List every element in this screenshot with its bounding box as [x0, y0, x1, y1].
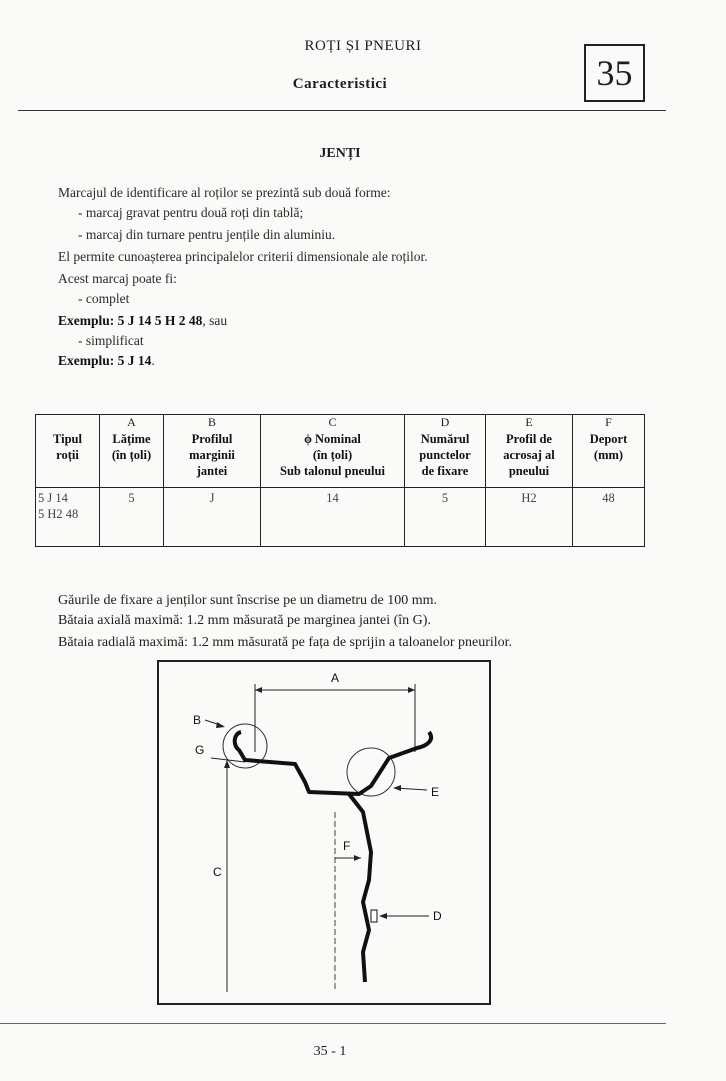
header-text: acrosaj al — [503, 448, 555, 462]
arrow-icon — [216, 722, 225, 728]
cell-hump-profile: H2 — [486, 488, 573, 547]
example-1-label: Exemplu: 5 J 14 5 H 2 48 — [58, 313, 203, 328]
header-profile — [164, 429, 261, 488]
header-text: Tipul — [53, 432, 82, 446]
header-type — [36, 429, 100, 488]
table-letter-row — [36, 415, 645, 430]
letter-cell — [36, 415, 100, 430]
example-1 — [58, 312, 227, 329]
header-text: Profil de — [506, 432, 552, 446]
section-title: JENȚI — [319, 146, 361, 161]
header-text: Sub talonul pneului — [280, 464, 385, 478]
label-g: G — [195, 743, 205, 757]
header-text: de fixare — [421, 464, 469, 478]
header-text: punctelor — [419, 448, 471, 462]
header-fixing-points — [405, 429, 486, 488]
rim-spec-table — [35, 414, 645, 547]
intro-line-6: - complet — [78, 291, 130, 306]
letter-cell: C — [261, 415, 405, 430]
arrow-icon — [255, 687, 262, 693]
label-f: F — [343, 839, 351, 853]
footer-divider — [0, 1023, 666, 1024]
cell-text: 5 H2 48 — [38, 507, 79, 521]
header-text: (în țoli) — [312, 448, 353, 462]
header-divider — [18, 110, 666, 111]
letter-cell: E — [486, 415, 573, 430]
cell-offset: 48 — [573, 488, 645, 547]
header-hump-profile — [486, 429, 573, 488]
label-e: E — [431, 785, 440, 799]
header-text: roții — [56, 448, 79, 462]
header-nominal-diameter — [261, 429, 405, 488]
page-number: 35 - 1 — [313, 1044, 347, 1059]
intro-line-1: Marcajul de identificare al roților se prezintă sub două forme: — [58, 185, 391, 200]
header-offset — [573, 429, 645, 488]
header-text: (mm) — [593, 448, 624, 462]
header-text: jantei — [196, 464, 228, 478]
example-1-tail: , sau — [202, 313, 228, 328]
arrow-icon — [379, 913, 387, 919]
fixing-hole — [371, 910, 377, 922]
chapter-number-box: 35 — [584, 44, 645, 102]
intro-line-4: El permite cunoașterea principalelor criterii dimensionale ale roților. — [58, 249, 428, 264]
rim-diagram-frame — [157, 660, 491, 1005]
cell-type — [36, 488, 100, 547]
example-2-tail: . — [151, 353, 155, 368]
intro-line-5: Acest marcaj poate fi: — [58, 271, 177, 286]
intro-line-2: - marcaj gravat pentru două roți din tablă; — [78, 205, 304, 220]
rim-diagram — [159, 662, 489, 1003]
header-width — [100, 429, 164, 488]
header-text: Lățime — [112, 432, 151, 446]
letter-cell: D — [405, 415, 486, 430]
letter-cell: B — [164, 415, 261, 430]
example-2-label: Exemplu: 5 J 14 — [58, 353, 152, 368]
header-text: marginii — [189, 448, 235, 462]
cell-profile: J — [164, 488, 261, 547]
note-radial-runout: Bătaia radială maximă: 1.2 mm măsurată pe fața de sprijin a taloanelor pneurilor. — [58, 635, 513, 650]
cell-width: 5 — [100, 488, 164, 547]
simplified-line: - simplificat — [78, 333, 144, 348]
cell-fixing-points: 5 — [405, 488, 486, 547]
leader-g — [211, 758, 245, 762]
header-title: ROȚI ȘI PNEURI — [304, 38, 422, 54]
letter-cell: F — [573, 415, 645, 430]
arrow-icon — [354, 855, 361, 861]
header-subtitle: Caracteristici — [292, 76, 388, 92]
header-text: ϕ Nominal — [304, 432, 361, 446]
label-d: D — [433, 909, 442, 923]
letter-cell: A — [100, 415, 164, 430]
example-2 — [58, 352, 155, 369]
cell-diameter: 14 — [261, 488, 405, 547]
arrow-icon — [393, 785, 401, 791]
header-text: pneului — [508, 464, 550, 478]
table-row — [36, 488, 645, 547]
label-c: C — [213, 865, 222, 879]
rim-disc-profile — [349, 794, 371, 982]
rim-profile — [235, 732, 431, 794]
header-text: Numărul — [420, 432, 470, 446]
header-text: Deport — [589, 432, 628, 446]
cell-text: 5 J 14 — [38, 491, 68, 505]
note-fixing-holes: Găurile de fixare a jenților sunt înscrise pe un diametru de 100 mm. — [58, 593, 438, 608]
label-a: A — [331, 671, 340, 685]
header-text: Profilul — [191, 432, 233, 446]
detail-circle-e — [347, 748, 395, 796]
header-text: (în țoli) — [111, 448, 152, 462]
arrow-icon — [408, 687, 415, 693]
table-header-row — [36, 429, 645, 488]
intro-line-3: - marcaj din turnare pentru jențile din aluminiu. — [78, 227, 336, 242]
label-b: B — [193, 713, 202, 727]
note-axial-runout: Bătaia axială maximă: 1.2 mm măsurată pe marginea jantei (în G). — [58, 613, 431, 628]
